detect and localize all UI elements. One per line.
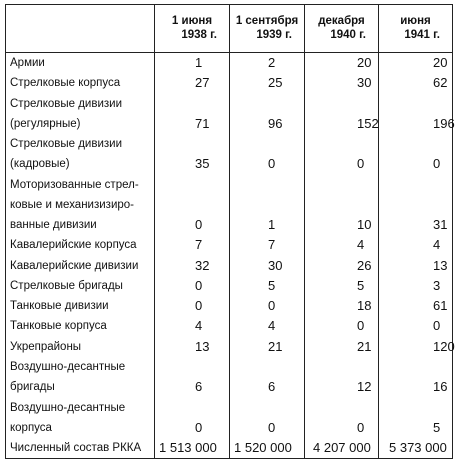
value-cell: 5 373 000 <box>379 438 453 459</box>
value-cell: 0 <box>230 397 305 437</box>
value-cell: 0 <box>155 276 230 296</box>
row-label-line: ковые и механизизиро- <box>10 199 134 212</box>
value-cell: 0 <box>379 134 453 174</box>
row-label-line: Танковые корпуса <box>10 320 107 333</box>
value-cell: 6 <box>155 357 230 397</box>
value-cell: 6 <box>230 357 305 397</box>
value-cell: 5 <box>230 276 305 296</box>
table-row <box>6 134 453 174</box>
table-row <box>6 336 453 356</box>
value-cell: 5 <box>379 397 453 437</box>
row-label <box>6 235 155 255</box>
row-label-line: корпуса <box>10 421 52 434</box>
row-label-line: Стрелковые дивизии <box>10 138 123 151</box>
table-body <box>6 53 453 459</box>
row-label-line: Моторизованные стрел- <box>10 179 139 192</box>
row-label-line: Кавалерийские дивизии <box>10 259 139 272</box>
value-cell: 0 <box>305 397 379 437</box>
value-cell: 18 <box>305 296 379 316</box>
row-label-line: Стрелковые дивизии <box>10 97 123 110</box>
header-date-1940: декабря 1940 г. <box>305 5 379 53</box>
value-cell: 1 <box>155 53 230 74</box>
value-cell: 35 <box>155 134 230 174</box>
row-label-line: Кавалерийские корпуса <box>10 239 137 252</box>
value-cell: 30 <box>305 73 379 93</box>
table-row <box>6 357 453 397</box>
header-date-1939: 1 сентября 1939 г. <box>230 5 305 53</box>
value-cell: 0 <box>379 316 453 336</box>
row-label-line: Стрелковые корпуса <box>10 77 121 90</box>
row-label-line: Укрепрайоны <box>10 340 82 353</box>
value-cell: 16 <box>379 357 453 397</box>
header-row <box>6 5 453 53</box>
value-cell: 0 <box>155 174 230 235</box>
value-cell: 30 <box>230 255 305 275</box>
row-label-line: (кадровые) <box>10 158 70 171</box>
value-cell: 196 <box>379 93 453 133</box>
value-cell: 5 <box>305 276 379 296</box>
value-cell: 13 <box>155 336 230 356</box>
row-label <box>6 296 155 316</box>
table-row <box>6 397 453 437</box>
value-cell: 4 <box>379 235 453 255</box>
table-row <box>6 276 453 296</box>
table-row <box>6 438 453 459</box>
table-row <box>6 53 453 74</box>
row-label-line: Армии <box>10 57 45 70</box>
value-cell: 0 <box>305 316 379 336</box>
value-cell: 21 <box>230 336 305 356</box>
value-cell: 7 <box>230 235 305 255</box>
value-cell: 62 <box>379 73 453 93</box>
value-cell: 4 <box>305 235 379 255</box>
value-cell: 3 <box>379 276 453 296</box>
army-strength-table <box>5 4 453 459</box>
value-cell: 0 <box>155 296 230 316</box>
row-label-line: бригады <box>10 381 55 394</box>
value-cell: 1 513 000 <box>155 438 230 459</box>
table-row <box>6 93 453 133</box>
table-row <box>6 255 453 275</box>
value-cell: 20 <box>379 53 453 74</box>
value-cell: 0 <box>230 134 305 174</box>
value-cell: 12 <box>305 357 379 397</box>
row-label-line: Воздушно-десантные <box>10 361 126 374</box>
value-cell: 7 <box>155 235 230 255</box>
row-label <box>6 134 155 174</box>
value-cell: 27 <box>155 73 230 93</box>
value-cell: 20 <box>305 53 379 74</box>
value-cell: 21 <box>305 336 379 356</box>
value-cell: 61 <box>379 296 453 316</box>
value-cell: 25 <box>230 73 305 93</box>
row-label <box>6 276 155 296</box>
header-label-cell <box>6 5 155 53</box>
row-label-line: Танковые дивизии <box>10 300 109 313</box>
value-cell: 31 <box>379 174 453 235</box>
header-date-1941: июня 1941 г. <box>379 5 453 53</box>
row-label <box>6 53 155 74</box>
value-cell: 96 <box>230 93 305 133</box>
row-label-line: Воздушно-десантные <box>10 401 126 414</box>
value-cell: 0 <box>155 397 230 437</box>
table-row <box>6 174 453 235</box>
row-label <box>6 73 155 93</box>
value-cell: 4 <box>155 316 230 336</box>
value-cell: 71 <box>155 93 230 133</box>
row-label-line: (регулярные) <box>10 117 81 130</box>
value-cell: 0 <box>230 296 305 316</box>
row-label <box>6 438 155 459</box>
table-row <box>6 296 453 316</box>
row-label <box>6 336 155 356</box>
value-cell: 26 <box>305 255 379 275</box>
header-date-1938: 1 июня 1938 г. <box>155 5 230 53</box>
table-row <box>6 235 453 255</box>
table-row <box>6 73 453 93</box>
row-label <box>6 316 155 336</box>
row-label-line: Стрелковые бригады <box>10 279 123 292</box>
value-cell: 4 <box>230 316 305 336</box>
row-label <box>6 255 155 275</box>
value-cell: 0 <box>305 134 379 174</box>
row-label <box>6 397 155 437</box>
row-label <box>6 93 155 133</box>
row-label-line: Численный состав РККА <box>10 442 142 454</box>
row-label-line: ванные дивизии <box>10 219 97 232</box>
value-cell: 4 207 000 <box>305 438 379 459</box>
value-cell: 13 <box>379 255 453 275</box>
value-cell: 152 <box>305 93 379 133</box>
row-label <box>6 357 155 397</box>
value-cell: 10 <box>305 174 379 235</box>
value-cell: 120 <box>379 336 453 356</box>
row-label <box>6 174 155 235</box>
table-row <box>6 316 453 336</box>
value-cell: 32 <box>155 255 230 275</box>
value-cell: 2 <box>230 53 305 74</box>
value-cell: 1 <box>230 174 305 235</box>
value-cell: 1 520 000 <box>230 438 305 459</box>
